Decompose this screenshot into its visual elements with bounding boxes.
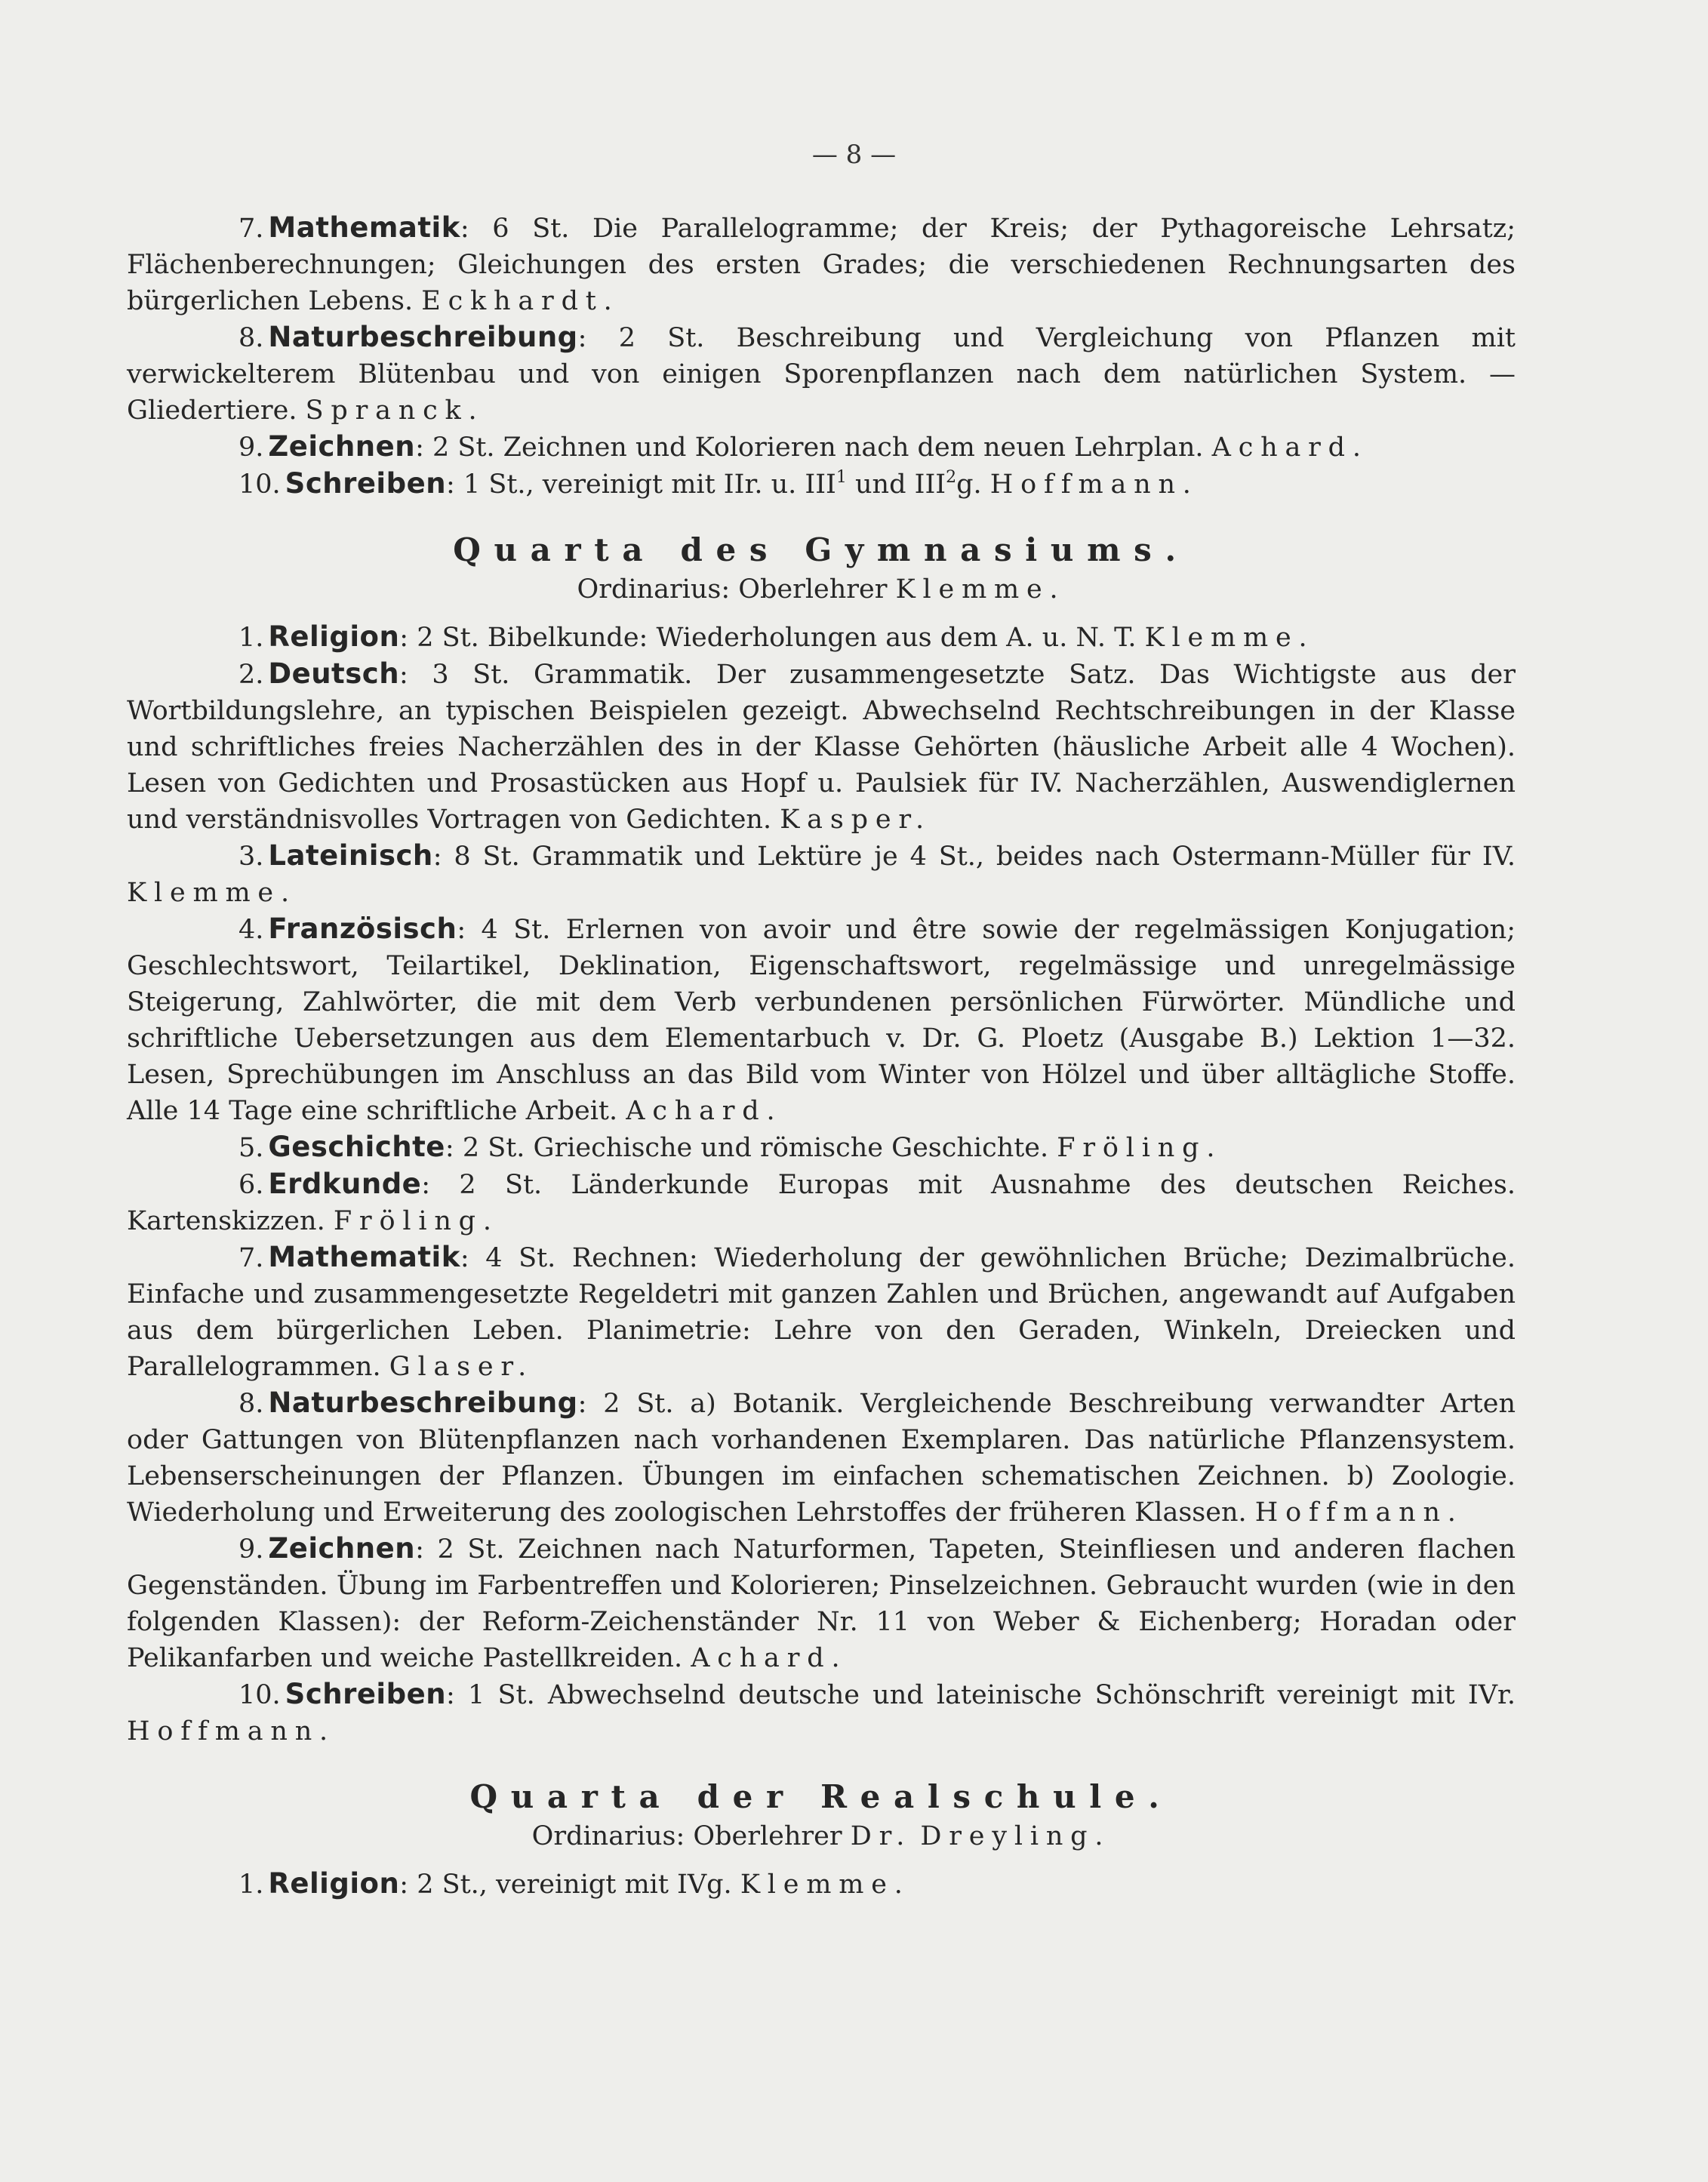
entry-religion: 1. Religion: 2 St. Bibelkunde: Wiederholungen aus dem A. u. N. T. Klemme. [239,620,1315,653]
text-column [127,210,1516,1903]
entry-lateinisch: 3. Lateinisch: 8 St. Grammatik und Lektüre je 4 St., beides nach Ostermann-Müller für IV. Klemme. [127,839,1516,908]
subject-label: Geschichte [268,1131,445,1163]
subject-label: Naturbeschreibung [268,1386,578,1419]
teacher-name: Kasper. [780,805,931,835]
section-continued [127,210,1516,503]
ordinarius-name: Klemme. [895,574,1066,605]
entry-zeichnen: 9. Zeichnen: 2 St. Zeichnen und Kolorieren nach dem neuen Lehrplan. Achard. [239,430,1368,463]
entry-mathematik: 7. Mathematik: 6 St. Die Parallelogramme; der Kreis; der Pythagoreische Lehrsatz; Flächenberechnungen; Gleichungen des ersten Grades; die verschiedenen Rechnungsarten des bürgerlichen Lebens. Eckhardt. [127,211,1516,316]
teacher-name: Achard. [1211,432,1368,463]
section-heading: Quarta des Gymnasiums. [453,531,1189,568]
entry-zeichnen: 9. Zeichnen: 2 St. Zeichnen nach Naturformen, Tapeten, Steinfliesen und anderen flachen Gegenständen. Übung im Farbentreffen und Kolorieren; Pinselzeichnen. Gebraucht wurden (wie in den folgenden Klassen): der Reform-Zeichenständer Nr. 11 von Weber & Eichenberg; Horadan oder Pelikanfarben und weiche Pastellkreiden. Achard. [127,1532,1516,1673]
subject-label: Naturbeschreibung [268,321,578,353]
section-quarta-realschule [127,1777,1516,1903]
teacher-name: Klemme. [1144,623,1315,653]
teacher-name: Hoffmann. [127,1716,335,1747]
subject-label: Schreiben [285,1678,447,1710]
entry-geschichte: 5. Geschichte: 2 St. Griechische und römische Geschichte. Fröling. [239,1131,1223,1163]
ordinarius-line: Ordinarius: Oberlehrer Klemme. [577,574,1066,605]
entry-erdkunde: 6. Erdkunde: 2 St. Länderkunde Europas mit Ausnahme des deutschen Reiches. Kartenskizzen. Fröling. [127,1168,1516,1236]
teacher-name: Fröling. [333,1206,499,1236]
subject-label: Religion [268,1867,400,1900]
teacher-name: Glaser. [389,1352,534,1382]
subject-label: Französisch [268,913,457,945]
page-number: — 8 — [811,140,897,170]
teacher-name: Eckhardt. [421,286,620,316]
subject-label: Zeichnen [268,430,416,463]
teacher-name: Fröling. [1057,1133,1223,1163]
ordinarius-name: Dreyling. [920,1821,1111,1851]
teacher-name: Klemme. [127,878,297,908]
teacher-name: Hoffmann. [989,469,1199,500]
teacher-name: Achard. [626,1096,783,1126]
entry-mathematik: 7. Mathematik: 4 St. Rechnen: Wiederholung der gewöhnlichen Brüche; Dezimalbrüche. Einfache und zusammengesetzte Regeldetri mit ganzen Zahlen und Brüchen, angewandt auf Aufgaben aus dem bürgerlichen Leben. Planimetrie: Lehre von den Geraden, Winkeln, Dreiecken und Parallelogrammen. Glaser. [127,1241,1516,1382]
subject-label: Schreiben [285,467,447,500]
subject-label: Lateinisch [268,839,433,872]
subject-label: Mathematik [268,1241,460,1273]
section-heading: Quarta der Realschule. [469,1778,1173,1815]
entry-religion: 1. Religion: 2 St., vereinigt mit IVg. Klemme. [239,1867,910,1900]
entry-naturbeschreibung: 8. Naturbeschreibung: 2 St. Beschreibung und Vergleichung von Pflanzen mit verwickelterem Blütenbau und von einigen Sporenpflanzen nach dem natürlichen System. — Gliedertiere. Spranck. [127,321,1516,426]
section-quarta-gymnasium [127,530,1516,1750]
subject-label: Religion [268,620,400,653]
teacher-name: Achard. [691,1643,848,1673]
subject-label: Deutsch [268,657,400,690]
teacher-name: Hoffmann. [1254,1497,1463,1528]
entry-franzoesisch: 4. Französisch: 4 St. Erlernen von avoir und être sowie der regelmässigen Konjugation; Geschlechtswort, Teilartikel, Deklination, Eigenschaftswort, regelmässige und unregelmässige Steigerung, Zahlwörter, die mit dem Verb verbundenen persönlichen Fürwörter. Mündliche und schriftliche Uebersetzungen aus dem Elementarbuch v. Dr. G. Ploetz (Ausgabe B.) Lektion 1—32. Lesen, Sprechübungen im Anschluss an das Bild vom Winter von Hölzel und über alltägliche Stoffe. Alle 14 Tage eine schriftliche Arbeit. Achard. [127,913,1516,1126]
entry-schreiben: 10. Schreiben: 1 St., vereinigt mit IIr. u. III$^1$ und III$^2$g. Hoffmann. [239,467,1199,500]
subject-label: Mathematik [268,211,460,244]
subject-label: Zeichnen [268,1532,416,1565]
subject-label: Erdkunde [268,1168,422,1200]
teacher-name: Klemme. [740,1870,910,1900]
teacher-name: Spranck. [305,395,485,426]
entry-schreiben: 10. Schreiben: 1 St. Abwechselnd deutsche und lateinische Schönschrift vereinigt mit IVr. Hoffmann. [127,1678,1516,1747]
entry-deutsch: 2. Deutsch: 3 St. Grammatik. Der zusammengesetzte Satz. Das Wichtigste aus der Wortbildungslehre, an typischen Beispielen gezeigt. Abwechselnd Rechtschreibungen in der Klasse und schriftliches freies Nacherzählen des in der Klasse Gehörten (häusliche Arbeit alle 4 Wochen). Lesen von Gedichten und Prosastücken aus Hopf u. Paulsiek für IV. Nacherzählen, Auswendiglernen und verständnisvolles Vortragen von Gedichten. Kasper. [127,657,1516,835]
entry-naturbeschreibung: 8. Naturbeschreibung: 2 St. a) Botanik. Vergleichende Beschreibung verwandter Arten oder Gattungen von Blütenpflanzen nach vorhandenen Exemplaren. Das natürliche Pflanzensystem. Lebenserscheinungen der Pflanzen. Übungen im einfachen schematischen Zeichnen. b) Zoologie. Wiederholung und Erweiterung des zoologischen Lehrstoffes der früheren Klassen. Hoffmann. [127,1386,1516,1528]
ordinarius-line: Ordinarius: Oberlehrer Dr. Dreyling. [531,1821,1111,1851]
